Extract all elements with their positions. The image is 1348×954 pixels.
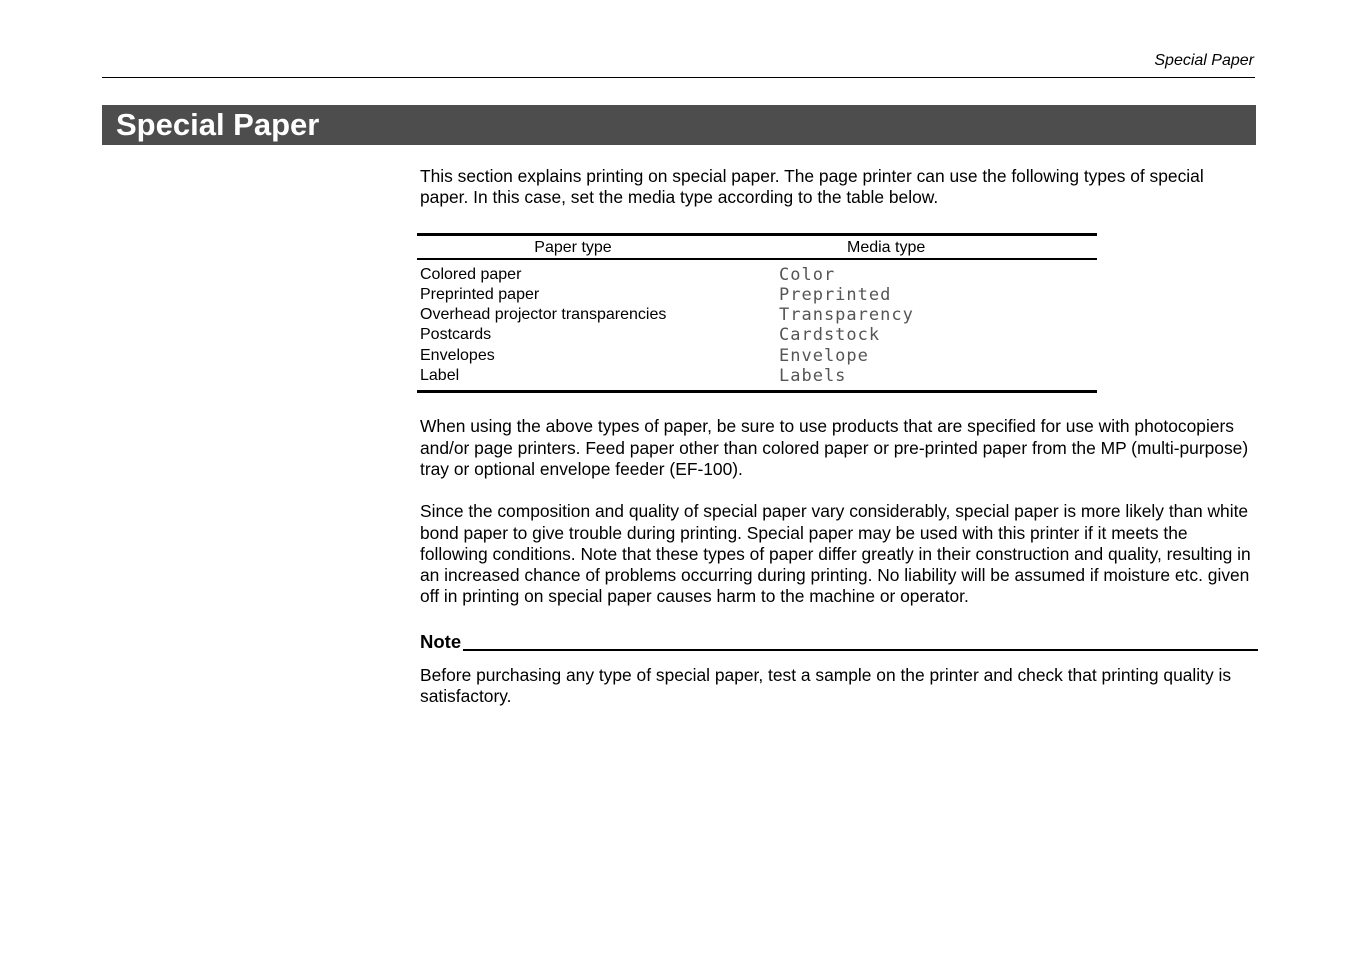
media-type-table [417,233,1097,394]
section-title-bar [102,105,1256,145]
media-type-cell: Cardstock [779,325,881,346]
note-rule [463,649,1258,651]
paper-type-cell: Envelopes [420,346,495,364]
table-header-row [417,234,1097,259]
paper-type-cell: Preprinted paper [420,285,540,303]
paper-type-cell: Overhead projector transparencies [420,306,667,324]
media-type-cell: Preprinted [779,284,892,305]
media-type-cell: Transparency [779,305,914,326]
table-row [417,325,1097,345]
media-type-cell: Color [779,264,836,285]
content-body [420,166,1256,707]
table-row [417,285,1097,305]
paper-type-cell: Colored paper [420,265,522,283]
header-paper-type: Paper type [417,234,779,259]
table-row [417,366,1097,392]
usage-paragraph: When using the above types of paper, be sure to use products that are specified for use with photocopiers and/or page printers. Feed paper other than colored paper or pre-printed paper from the MP (multi-purpose) tray or optional envelope feeder (EF-100). [420,416,1249,479]
table-row [417,346,1097,366]
note-label: Note [420,630,462,652]
paper-type-cell: Postcards [420,326,492,344]
quality-paragraph: Since the composition and quality of special paper vary considerably, special paper is more likely than white bond paper to give trouble during printing. Special paper may be used with this printer if it meets the following conditions. Note that these types of paper differ greatly in their construction and quality, resulting in an increased chance of problems occurring during printing. No liability will be assumed if moisture etc. given off in printing on special paper causes harm to the machine or operator. [420,501,1251,607]
running-header: Special Paper [1154,52,1254,69]
header-media-type: Media type [779,234,1097,259]
paper-type-cell: Label [420,367,460,385]
intro-paragraph: This section explains printing on special paper. The page printer can use the following types of special paper. In this case, set the media type according to the table below. [420,166,1204,208]
media-type-cell: Labels [779,366,847,387]
table-row [417,305,1097,325]
media-type-cell: Envelope [779,345,869,366]
table-row [417,259,1097,285]
section-title: Special Paper [116,107,320,142]
note-text: Before purchasing any type of special paper, test a sample on the printer and check that printing quality is satisfactory. [420,664,1232,707]
note-heading [420,631,1258,653]
header-rule [102,77,1255,78]
